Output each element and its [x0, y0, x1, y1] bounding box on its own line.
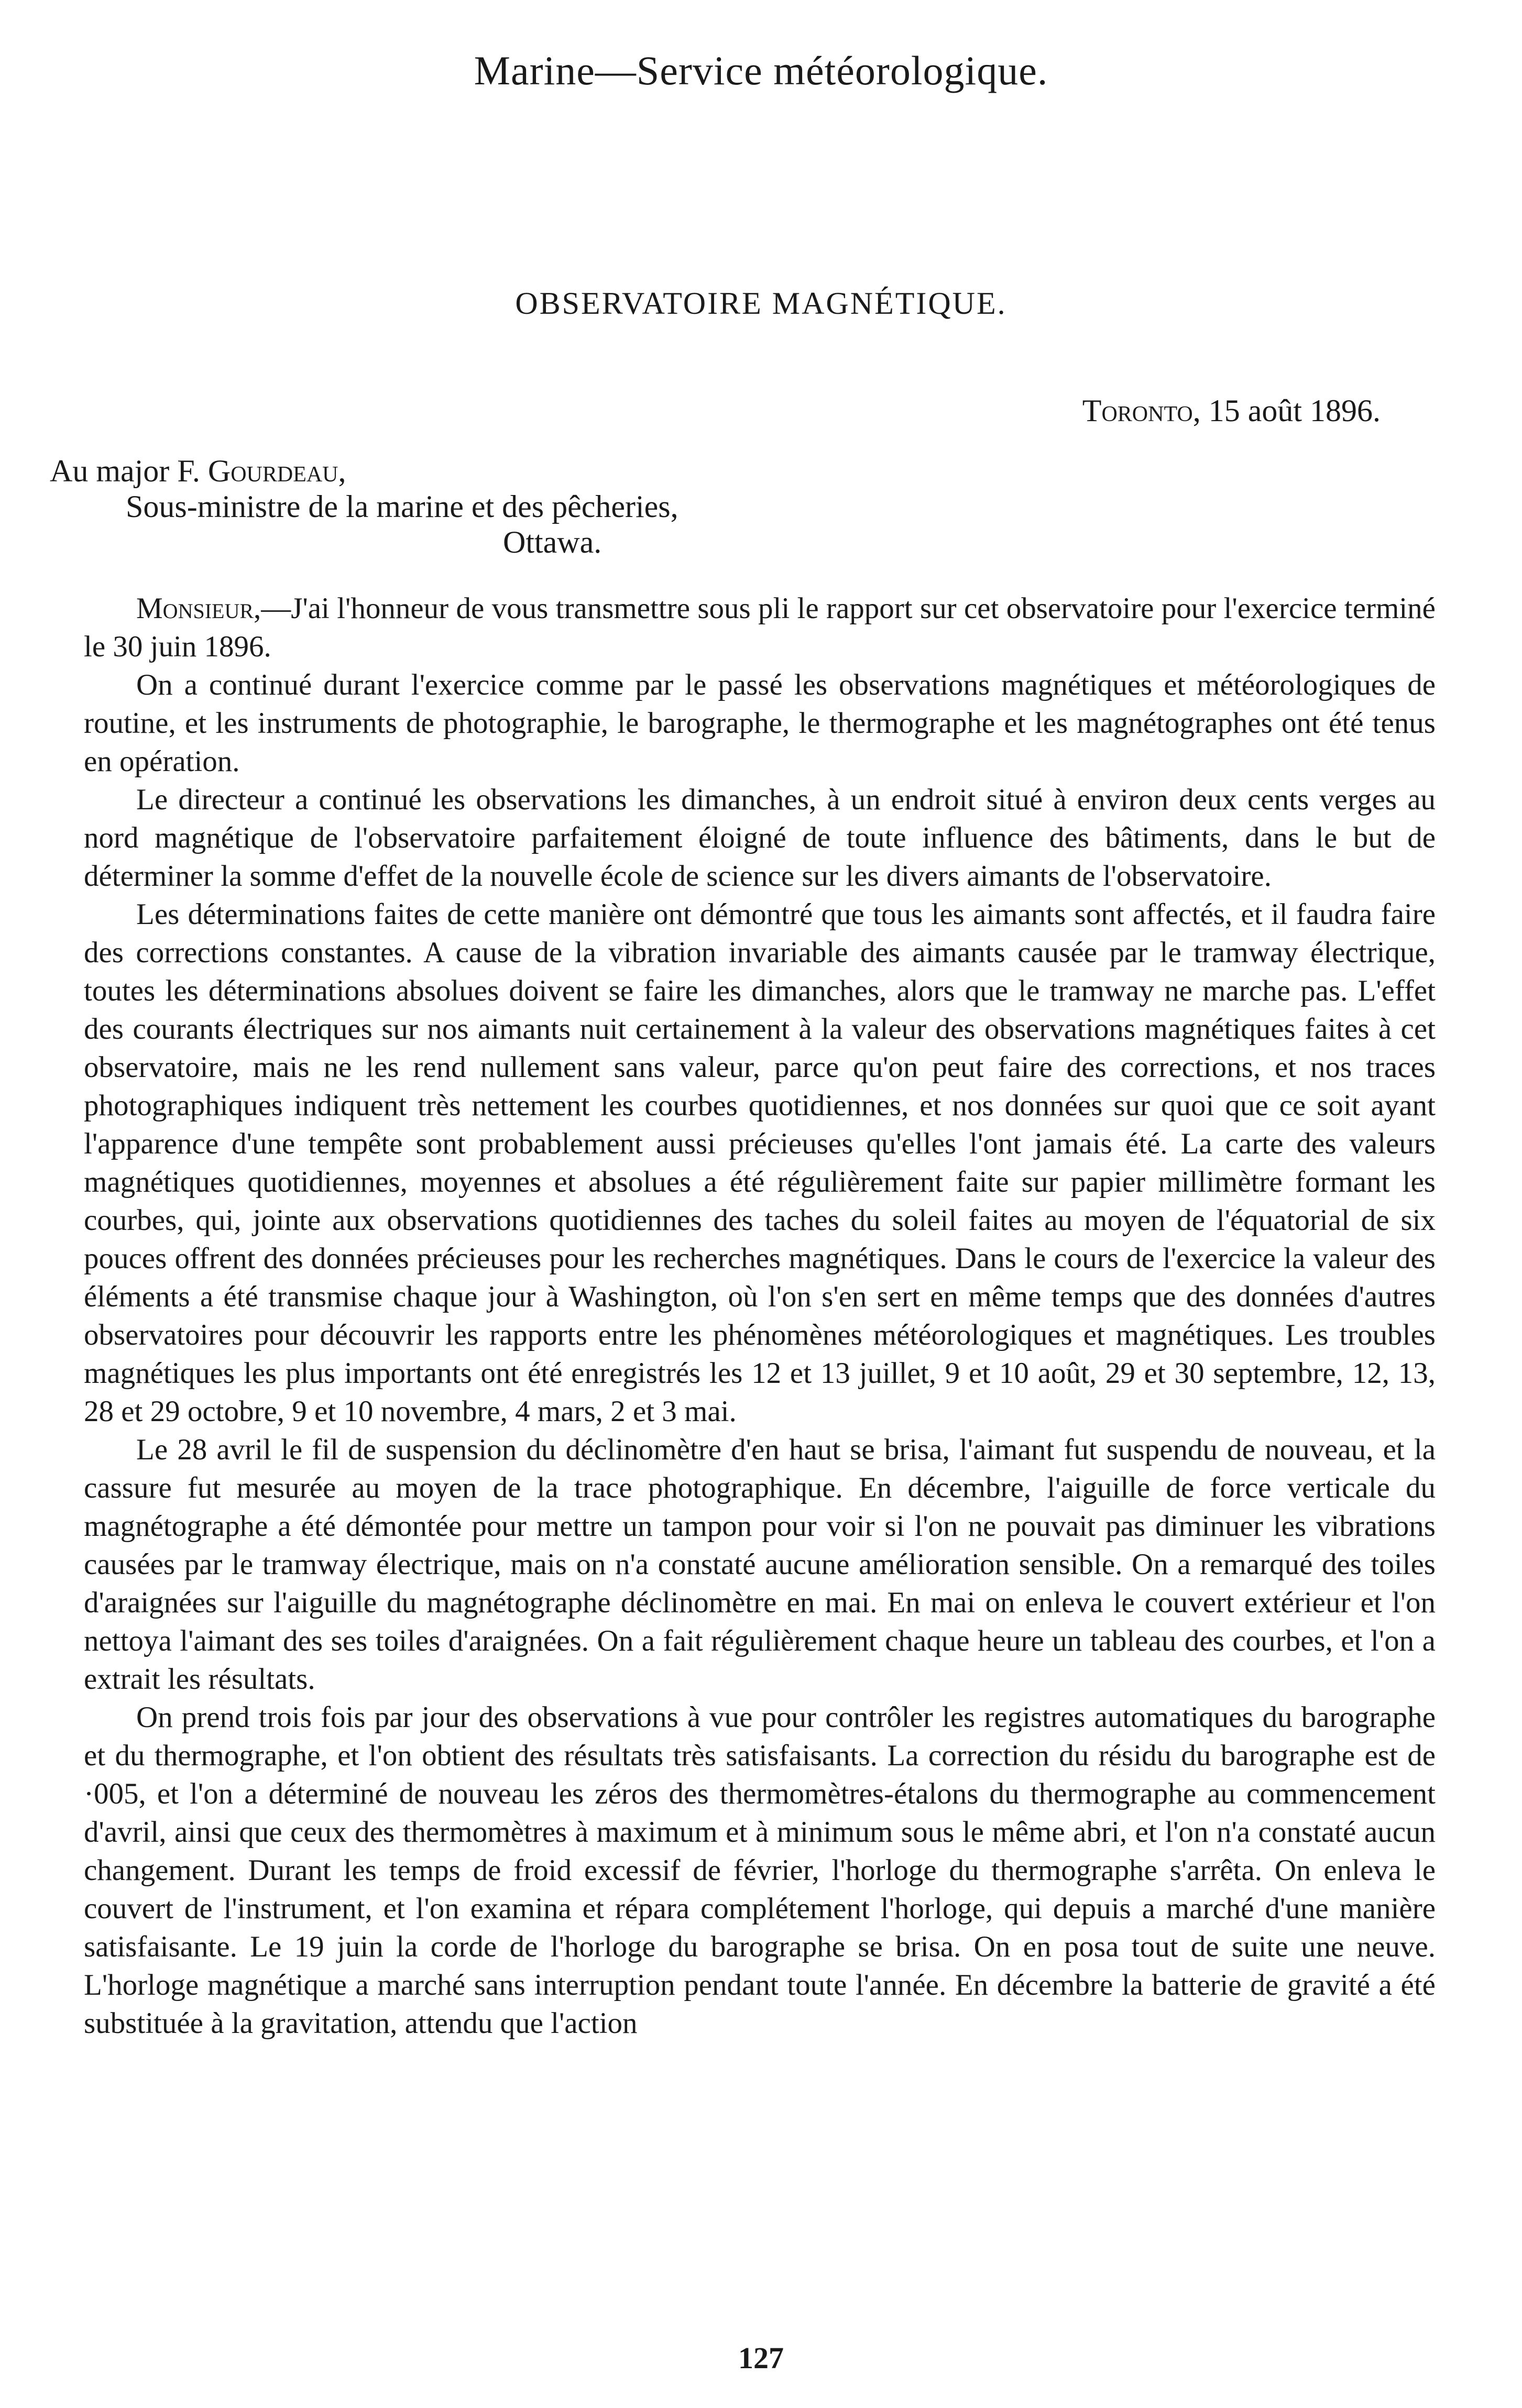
dateline-date: , 15 août 1896.: [1192, 393, 1381, 428]
running-head: Marine—Service météorologique.: [474, 48, 1048, 93]
dateline: [1082, 393, 1381, 429]
address-prefix: Au major F.: [50, 454, 208, 488]
report-body: [84, 589, 1436, 2042]
address-line-title: Sous-ministre de la marine et des pêcheries,: [126, 489, 678, 524]
paragraph-1: [84, 589, 1436, 666]
address-block: [50, 453, 678, 560]
paragraph-6: On prend trois fois par jour des observations à vue pour contrôler les registres automatiques du barographe et du thermographe, et l'on obtient des résultats très satisfaisants. La correction du résidu du barographe est de ·005, et l'on a déterminé de nouveau les zéros des thermomètres-étalons du thermographe au commencement d'avril, ainsi que ceux des thermomètres à maximum et à minimum sous le même abri, et l'on n'a constaté aucun changement. Durant les temps de froid excessif de février, l'horloge du thermographe s'arrêta. On enleva le couvert de l'instrument, et l'on examina et répara complétement l'horloge, qui depuis a marché d'une manière satisfaisante. Le 19 juin la corde de l'horloge du barographe se brisa. On en posa tout de suite une neuve. L'horloge magnétique a marché sans interruption pendant toute l'année. En décembre la batterie de gravité a été substituée à la gravitation, attendu que l'action: [84, 1701, 1436, 2040]
address-suffix: ,: [338, 454, 346, 488]
address-line-recipient: [50, 453, 678, 489]
section-title: OBSERVATOIRE MAGNÉTIQUE.: [515, 286, 1007, 321]
address-line-city: Ottawa.: [503, 525, 602, 559]
paragraph-4: Les déterminations faites de cette manière ont démontré que tous les aimants sont affectés, et il faudra faire des corrections constantes. A cause de la vibration invariable des aimants causée par le tramway électrique, toutes les déterminations absolues doivent se faire les dimanches, alors que le tramway ne marche pas. L'effet des courants électriques sur nos aimants nuit certainement à la valeur des observations magnétiques faites à cet observatoire, mais ne les rend nullement sans valeur, parce qu'on peut faire des corrections, et nos traces photographiques indiquent très nettement les courbes quotidiennes, et nos données sur quoi que ce soit ayant l'apparence d'une tempête sont probablement aussi précieuses qu'elles l'ont jamais été. La carte des valeurs magnétiques quotidiennes, moyennes et absolues a été régulièrement faite sur papier millimètre formant les courbes, qui, jointe aux observations quotidiennes des taches du soleil faites au moyen de l'équatorial de six pouces offrent des données précieuses pour les recherches magnétiques. Dans le cours de l'exercice la valeur des éléments a été transmise chaque jour à Washington, où l'on s'en sert en même temps que des données d'autres observatoires pour découvrir les rapports entre les phénomènes météorologiques et magnétiques. Les troubles magnétiques les plus importants ont été enregistrés les 12 et 13 juillet, 9 et 10 août, 29 et 30 septembre, 12, 13, 28 et 29 octobre, 9 et 10 novembre, 4 mars, 2 et 3 mai.: [84, 898, 1436, 1428]
address-name: Gourdeau: [207, 454, 338, 488]
dateline-city: Toronto: [1082, 393, 1193, 428]
paragraph-3: Le directeur a continué les observations les dimanches, à un endroit situé à environ deux cents verges au nord magnétique de l'observatoire parfaitement éloigné de toute influence des bâtiments, dans le but de déterminer la somme d'effet de la nouvelle école de science sur les divers aimants de l'observatoire.: [84, 783, 1436, 893]
salutation: Monsieur: [136, 592, 254, 625]
page-number: 127: [738, 2341, 784, 2375]
paragraph-5: Le 28 avril le fil de suspension du déclinomètre d'en haut se brisa, l'aimant fut suspendu de nouveau, et la cassure fut mesurée au moyen de la trace photographique. En décembre, l'aiguille de force verticale du magnétographe a été démontée pour mettre un tampon pour voir si l'on ne pouvait pas diminuer les vibrations causées par le tramway électrique, mais on n'a constaté aucune amélioration sensible. On a remarqué des toiles d'araignées sur l'aiguille du magnétographe déclinomètre en mai. En mai on enleva le couvert extérieur et l'on nettoya l'aimant des ses toiles d'araignées. On a fait régulièrement chaque heure un tableau des courbes, et l'on a extrait les résultats.: [84, 1433, 1436, 1696]
paragraph-2: On a continué durant l'exercice comme par le passé les observations magnétiques et météorologiques de routine, et les instruments de photographie, le barographe, le thermographe et les magnétographes ont été tenus en opération.: [84, 668, 1436, 778]
paragraph-1-text: ,—J'ai l'honneur de vous transmettre sous pli le rapport sur cet observatoire pour l'exercice terminé le 30 juin 1896.: [84, 592, 1436, 663]
